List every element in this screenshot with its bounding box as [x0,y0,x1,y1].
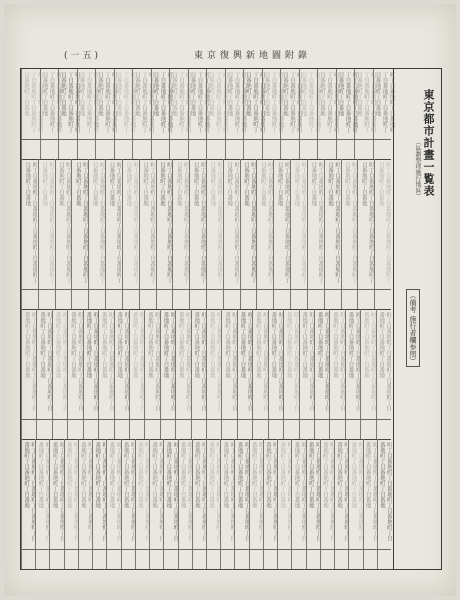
cell-text: 町丁目番地町丁目番地町丁目番地町丁目番地町丁目番地町丁目番地 [41,72,62,133]
table-column [206,159,224,309]
table-column [243,69,263,159]
table-column [273,159,291,309]
cell-text: 町丁目番地町丁目番地町丁目番地町丁目番地町丁目番地町丁目番地 [177,312,191,411]
document-sheet [4,4,456,596]
table-subtitle: （區劃整理施行地區） [414,139,421,199]
cell-text: 町丁目番地町丁目番地町丁目番地町丁目番地町丁目番地町丁目番地 [319,72,339,133]
table-column [21,69,41,159]
cell-text: 町丁目番地町丁目番地町丁目番地町丁目番地町丁目番地町丁目番地 [343,162,357,283]
cell-text: 町丁目番地町丁目番地町丁目番地町丁目番地町丁目番地町丁目番地 [282,72,302,133]
cell-text: 町丁目番地町丁目番地町丁目番地町丁目番地町丁目番地町丁目番地 [362,312,376,411]
cell-text: 町丁目番地町丁目番地町丁目番地町丁目番地町丁目番地町丁目番地 [347,312,361,411]
table-note: （備考 施行者欄参照） [406,289,420,367]
table-column [40,69,60,159]
table-column [172,159,190,309]
table-column [189,159,207,309]
cell-text: 町丁目番地町丁目番地町丁目番地町丁目番地町丁目番地町丁目番地 [100,312,114,411]
table-column [95,69,115,159]
cell-text: 町丁目番地町丁目番地町丁目番地町丁目番地町丁目番地町丁目番地 [162,312,176,411]
table-band [21,309,391,440]
cell-text: 町丁目番地町丁目番地町丁目番地町丁目番地町丁目番地町丁目番地 [300,72,321,133]
cell-text: 町丁目番地町丁目番地町丁目番地町丁目番地町丁目番地町丁目番地 [301,312,315,411]
cell-text: 町丁目番地町丁目番地町丁目番地町丁目番地町丁目番地町丁目番地 [226,162,240,283]
cell-text: 町丁目番地町丁目番地町丁目番地町丁目番地町丁目番地町丁目番地 [350,442,364,541]
cell-text: 町丁目番地町丁目番地町丁目番地町丁目番地町丁目番地町丁目番地 [23,312,37,411]
cell-text: 町丁目番地町丁目番地町丁目番地町丁目番地町丁目番地町丁目番地 [134,72,154,133]
cell-text: 町丁目番地町丁目番地町丁目番地町丁目番地町丁目番地町丁目番地 [171,72,191,133]
cell-text: 町丁目番地町丁目番地町丁目番地町丁目番地町丁目番地町丁目番地 [293,442,307,541]
table-band [21,159,391,310]
cell-text: 町丁目番地町丁目番地町丁目番地町丁目番地町丁目番地町丁目番地 [250,442,264,541]
table-column [139,159,157,309]
cell-text: 町丁目番地町丁目番地町丁目番地町丁目番地町丁目番地町丁目番地 [131,312,145,411]
table-column [307,159,325,309]
cell-text: 町丁目番地町丁目番地町丁目番地町丁目番地町丁目番地町丁目番地 [276,162,290,283]
cell-text: 町丁目番地町丁目番地町丁目番地町丁目番地町丁目番地町丁目番地 [307,442,321,541]
cell-text: 町丁目番地町丁目番地町丁目番地町丁目番地町丁目番地町丁目番地 [377,162,391,283]
cell-text: 町丁目番地町丁目番地町丁目番地町丁目番地町丁目番地町丁目番地 [58,162,72,283]
cell-text: 町丁目番地町丁目番地町丁目番地町丁目番地町丁目番地町丁目番地 [97,72,117,133]
cell-text: 町丁目番地町丁目番地町丁目番地町丁目番地町丁目番地町丁目番地 [39,312,53,411]
table-band [21,439,391,570]
cell-text: 町丁目番地町丁目番地町丁目番地町丁目番地町丁目番地町丁目番地 [321,442,335,541]
cell-text: 町丁目番地町丁目番地町丁目番地町丁目番地町丁目番地町丁目番地 [254,312,268,411]
table-column [71,159,89,309]
cell-text: 町丁目番地町丁目番地町丁目番地町丁目番地町丁目番地町丁目番地 [125,162,139,283]
cell-text: 町丁目番地町丁目番地町丁目番地町丁目番地町丁目番地町丁目番地 [285,312,299,411]
table-column [324,159,342,309]
cell-text: 町丁目番地町丁目番地町丁目番地町丁目番地町丁目番地町丁目番地 [263,72,284,133]
cell-text: 町丁目番地町丁目番地町丁目番地町丁目番地町丁目番地町丁目番地 [327,162,341,283]
cell-text: 町丁目番地町丁目番地町丁目番地町丁目番地町丁目番地町丁目番地 [165,442,179,541]
table-column [151,69,171,159]
cell-text: 町丁目番地町丁目番地町丁目番地町丁目番地町丁目番地町丁目番地 [23,72,43,133]
cell-text: 町丁目番地町丁目番地町丁目番地町丁目番地町丁目番地町丁目番地 [236,442,250,541]
cell-text: 町丁目番地町丁目番地町丁目番地町丁目番地町丁目番地町丁目番地 [374,72,395,133]
cell-text: 町丁目番地町丁目番地町丁目番地町丁目番地町丁目番地町丁目番地 [193,312,207,411]
cell-text: 町丁目番地町丁目番地町丁目番地町丁目番地町丁目番地町丁目番地 [51,442,65,541]
cell-text: 町丁目番地町丁目番地町丁目番地町丁目番地町丁目番地町丁目番地 [108,442,122,541]
row-rule [21,289,391,290]
table-column [206,69,226,159]
table-column [290,159,308,309]
table-frame [20,68,442,570]
table-column [169,69,189,159]
cell-text: 町丁目番地町丁目番地町丁目番地町丁目番地町丁目番地町丁目番地 [222,442,236,541]
cell-text: 町丁目番地町丁目番地町丁目番地町丁目番地町丁目番地町丁目番地 [332,312,346,411]
cell-text: 町丁目番地町丁目番地町丁目番地町丁目番地町丁目番地町丁目番地 [115,72,136,133]
table-column [77,69,97,159]
cell-text: 町丁目番地町丁目番地町丁目番地町丁目番地町丁目番地町丁目番地 [158,162,172,283]
table-band [21,69,395,160]
cell-text: 町丁目番地町丁目番地町丁目番地町丁目番地町丁目番地町丁目番地 [91,162,105,283]
table-column [225,69,245,159]
cell-text: 町丁目番地町丁目番地町丁目番地町丁目番地町丁目番地町丁目番地 [356,72,376,133]
table-column [122,159,140,309]
cell-text: 町丁目番地町丁目番地町丁目番地町丁目番地町丁目番地町丁目番地 [208,312,222,411]
cell-text: 町丁目番地町丁目番地町丁目番地町丁目番地町丁目番地町丁目番地 [23,442,37,541]
table-column [55,159,73,309]
cell-text: 町丁目番地町丁目番地町丁目番地町丁目番地町丁目番地町丁目番地 [74,162,88,283]
cell-text: 町丁目番地町丁目番地町丁目番地町丁目番地町丁目番地町丁目番地 [378,312,392,411]
table-column [357,159,375,309]
cell-text: 町丁目番地町丁目番地町丁目番地町丁目番地町丁目番地町丁目番地 [78,72,99,133]
title-column [393,69,442,569]
table-column [38,159,56,309]
cell-text: 町丁目番地町丁目番地町丁目番地町丁目番地町丁目番地町丁目番地 [270,312,284,411]
running-title: 東京復興新地圖附錄 [194,51,312,61]
cell-text: 町丁目番地町丁目番地町丁目番地町丁目番地町丁目番地町丁目番地 [360,162,374,283]
cell-text: 町丁目番地町丁目番地町丁目番地町丁目番地町丁目番地町丁目番地 [337,72,358,133]
table-column [317,69,337,159]
table-column [373,69,393,159]
cell-text: 町丁目番地町丁目番地町丁目番地町丁目番地町丁目番地町丁目番地 [69,312,83,411]
cell-text: 町丁目番地町丁目番地町丁目番地町丁目番地町丁目番地町丁目番地 [209,162,223,283]
row-rule [21,139,391,140]
table-column [21,159,39,309]
table-column [223,159,241,309]
table-column [88,159,106,309]
cell-text: 町丁目番地町丁目番地町丁目番地町丁目番地町丁目番地町丁目番地 [142,162,156,283]
cell-text: 町丁目番地町丁目番地町丁目番地町丁目番地町丁目番地町丁目番地 [41,162,55,283]
row-rule [21,419,391,420]
table-column [336,69,356,159]
cell-text: 町丁目番地町丁目番地町丁目番地町丁目番地町丁目番地町丁目番地 [136,442,150,541]
cell-text: 町丁目番地町丁目番地町丁目番地町丁目番地町丁目番地町丁目番地 [122,442,136,541]
table-column [280,69,300,159]
cell-text: 町丁目番地町丁目番地町丁目番地町丁目番地町丁目番地町丁目番地 [65,442,79,541]
cell-text: 町丁目番地町丁目番地町丁目番地町丁目番地町丁目番地町丁目番地 [378,442,392,541]
cell-text: 町丁目番地町丁目番地町丁目番地町丁目番地町丁目番地町丁目番地 [147,312,161,411]
cell-text: 町丁目番地町丁目番地町丁目番地町丁目番地町丁目番地町丁目番地 [336,442,350,541]
table-column [374,159,392,309]
table-column [262,69,282,159]
cell-text: 町丁目番地町丁目番地町丁目番地町丁目番地町丁目番地町丁目番地 [364,442,378,541]
cell-text: 町丁目番地町丁目番地町丁目番地町丁目番地町丁目番地町丁目番地 [224,312,238,411]
cell-text: 町丁目番地町丁目番地町丁目番地町丁目番地町丁目番地町丁目番地 [259,162,273,283]
table-column [256,159,274,309]
table-column [188,69,208,159]
table-column [341,159,359,309]
cell-text: 町丁目番地町丁目番地町丁目番地町丁目番地町丁目番地町丁目番地 [80,442,94,541]
cell-text: 町丁目番地町丁目番地町丁目番地町丁目番地町丁目番地町丁目番地 [60,72,80,133]
cell-text: 町丁目番地町丁目番地町丁目番地町丁目番地町丁目番地町丁目番地 [151,442,165,541]
cell-text: 町丁目番地町丁目番地町丁目番地町丁目番地町丁目番地町丁目番地 [24,162,38,283]
cell-text: 町丁目番地町丁目番地町丁目番地町丁目番地町丁目番地町丁目番地 [243,162,257,283]
cell-text: 町丁目番地町丁目番地町丁目番地町丁目番地町丁目番地町丁目番地 [37,442,51,541]
cell-text: 町丁目番地町丁目番地町丁目番地町丁目番地町丁目番地町丁目番地 [175,162,189,283]
cell-text: 町丁目番地町丁目番地町丁目番地町丁目番地町丁目番地町丁目番地 [265,442,279,541]
table-column [105,159,123,309]
table-column [58,69,78,159]
cell-text: 町丁目番地町丁目番地町丁目番地町丁目番地町丁目番地町丁目番地 [189,72,210,133]
cell-text: 町丁目番地町丁目番地町丁目番地町丁目番地町丁目番地町丁目番地 [54,312,68,411]
cell-text: 町丁目番地町丁目番地町丁目番地町丁目番地町丁目番地町丁目番地 [316,312,330,411]
cell-text: 町丁目番地町丁目番地町丁目番地町丁目番地町丁目番地町丁目番地 [108,162,122,283]
cell-text: 町丁目番地町丁目番地町丁目番地町丁目番地町丁目番地町丁目番地 [192,162,206,283]
cell-text: 町丁目番地町丁目番地町丁目番地町丁目番地町丁目番地町丁目番地 [239,312,253,411]
table-column [132,69,152,159]
table-column [156,159,174,309]
cell-text: 町丁目番地町丁目番地町丁目番地町丁目番地町丁目番地町丁目番地 [85,312,99,411]
cell-text: 町丁目番地町丁目番地町丁目番地町丁目番地町丁目番地町丁目番地 [245,72,265,133]
cell-text: 町丁目番地町丁目番地町丁目番地町丁目番地町丁目番地町丁目番地 [179,442,193,541]
table-column [114,69,134,159]
cell-text: 町丁目番地町丁目番地町丁目番地町丁目番地町丁目番地町丁目番地 [193,442,207,541]
cell-text: 町丁目番地町丁目番地町丁目番地町丁目番地町丁目番地町丁目番地 [116,312,130,411]
cell-text: 町丁目番地町丁目番地町丁目番地町丁目番地町丁目番地町丁目番地 [279,442,293,541]
page-header [64,48,364,62]
cell-text: 町丁目番地町丁目番地町丁目番地町丁目番地町丁目番地町丁目番地 [310,162,324,283]
cell-text: 町丁目番地町丁目番地町丁目番地町丁目番地町丁目番地町丁目番地 [208,442,222,541]
cell-text: 町丁目番地町丁目番地町丁目番地町丁目番地町丁目番地町丁目番地 [94,442,108,541]
page-number: (一五) [64,51,102,61]
cell-text: 町丁目番地町丁目番地町丁目番地町丁目番地町丁目番地町丁目番地 [226,72,247,133]
table-column [299,69,319,159]
cell-text: 町丁目番地町丁目番地町丁目番地町丁目番地町丁目番地町丁目番地 [293,162,307,283]
table-column [240,159,258,309]
cell-text: 町丁目番地町丁目番地町丁目番地町丁目番地町丁目番地町丁目番地 [208,72,228,133]
row-rule [21,549,391,550]
cell-text: 町丁目番地町丁目番地町丁目番地町丁目番地町丁目番地町丁目番地 [152,72,173,133]
table-column [354,69,374,159]
table-title: 東京都市計畫一覧表 [422,89,435,197]
